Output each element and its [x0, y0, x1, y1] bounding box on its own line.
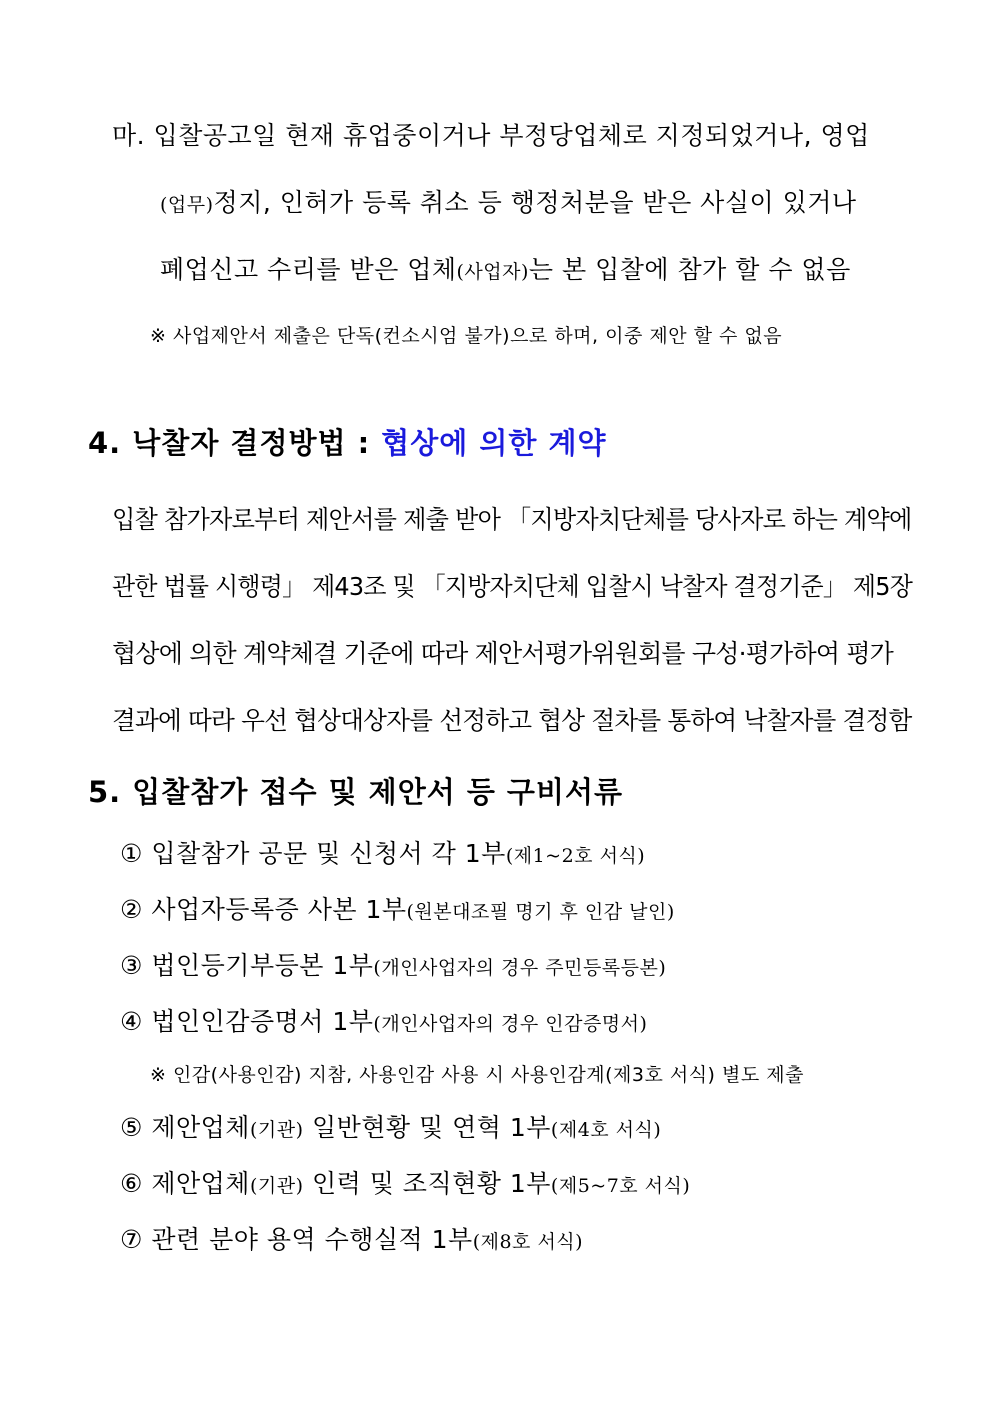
list-item-mid-note: (기관) — [249, 1119, 304, 1141]
section-4-para-line: 협상에 의한 계약체결 기준에 따라 제안서평가위원회를 구성·평가하여 평가 — [112, 639, 894, 668]
list-item — [120, 890, 675, 926]
section-4-heading — [88, 421, 607, 462]
section-ma-line-1: 마. 입찰공고일 현재 휴업중이거나 부정당업체로 지정되었거나, 영업 — [112, 121, 870, 150]
list-item-note: (원본대조필 명기 후 인감 날인) — [406, 901, 675, 923]
section-ma-note: ※ 사업제안서 제출은 단독(컨소시엄 불가)으로 하며, 이중 제안 할 수 없음 — [150, 325, 783, 347]
section-4-heading-highlight: 협상에 의한 계약 — [381, 426, 607, 460]
section-4-para-line: 입찰 참가자로부터 제안서를 제출 받아 「지방자치단체를 당사자로 하는 계약에 — [112, 505, 912, 534]
section-ma-line-3-small: (사업자) — [456, 261, 529, 283]
list-item — [120, 1108, 661, 1144]
section-4-heading-prefix: 4. 낙찰자 결정방법 : — [88, 426, 382, 460]
list-item-mid-note: (기관) — [249, 1175, 304, 1197]
list-item — [120, 1002, 647, 1038]
list-item-main: ① 입찰참가 공문 및 신청서 각 1부 — [120, 839, 506, 868]
section-4-para-line: 결과에 따라 우선 협상대상자를 선정하고 협상 절차를 통하여 낙찰자를 결정함 — [112, 706, 912, 735]
section-5-heading: 5. 입찰참가 접수 및 제안서 등 구비서류 — [88, 775, 623, 809]
list-item — [120, 946, 666, 982]
section-ma-line-2 — [160, 183, 857, 219]
list-item-note: (개인사업자의 경우 주민등록등본) — [373, 957, 667, 979]
list-item-main-2: 일반현황 및 연혁 1부 — [303, 1113, 551, 1142]
list-item-main-2: 인력 및 조직현황 1부 — [303, 1169, 551, 1198]
list-item-note: (제8호 서식) — [472, 1231, 584, 1253]
list-item-main: ⑤ 제안업체 — [120, 1113, 250, 1142]
section-ma-line-3-a: 폐업신고 수리를 받은 업체 — [160, 255, 457, 284]
list-item-main: ③ 법인등기부등본 1부 — [120, 951, 374, 980]
section-ma-line-2-small: (업무) — [160, 194, 214, 216]
list-item-note: (제1~2호 서식) — [505, 845, 646, 867]
section-5-note: ※ 인감(사용인감) 지참, 사용인감 사용 시 사용인감계(제3호 서식) 별도 제출 — [150, 1064, 804, 1086]
list-item-note: (제4호 서식) — [550, 1119, 662, 1141]
list-item-main: ⑥ 제안업체 — [120, 1169, 250, 1198]
list-item-main: ② 사업자등록증 사본 1부 — [120, 895, 407, 924]
section-ma-line-2-rest: 정지, 인허가 등록 취소 등 행정처분을 받은 사실이 있거나 — [213, 188, 857, 217]
list-item-main: ⑦ 관련 분야 용역 수행실적 1부 — [120, 1225, 473, 1254]
list-item-note: (제5~7호 서식) — [550, 1175, 691, 1197]
list-item-main: ④ 법인인감증명서 1부 — [120, 1007, 374, 1036]
list-item — [120, 834, 645, 870]
section-ma-line-3 — [160, 250, 851, 286]
list-item — [120, 1220, 583, 1256]
section-ma-line-3-b: 는 본 입찰에 참가 할 수 없음 — [528, 255, 851, 284]
list-item-note: (개인사업자의 경우 인감증명서) — [373, 1013, 648, 1035]
list-item — [120, 1164, 690, 1200]
section-4-para-line: 관한 법률 시행령」 제43조 및 「지방자치단체 입찰시 낙찰자 결정기준」 제5장 — [112, 572, 913, 601]
